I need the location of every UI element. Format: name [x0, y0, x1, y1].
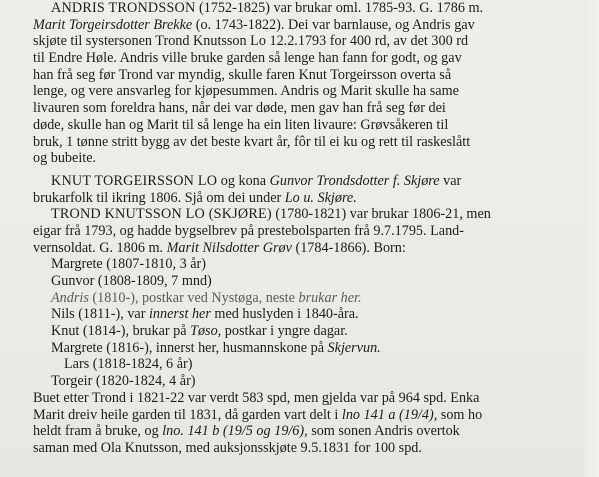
text-line: døde, skulle han og Marit til så lenge ha ein liten livaure: Grøvsåkeren til	[33, 116, 449, 133]
spouse-name: Marit Nilsdotter Grøv	[166, 239, 292, 256]
text-run: og kona	[217, 172, 270, 189]
text-line: han frå seg før Trond var myndig, skulle faren Knut Torgeirsson overta så	[33, 66, 452, 83]
text-run: (1752-1825) var brukar oml. 1785-93. G. 1786 m.	[195, 0, 484, 16]
text-line: saman med Ola Knutsson, med auksjonsskjøte 9.5.1831 for 100 spd.	[33, 439, 422, 456]
text-run: var	[439, 172, 462, 189]
text-run: som ho	[437, 406, 483, 423]
text-line: lenge, og vere ansvarleg for kjøpesummen. Andris og Marit skulle ha same	[33, 83, 459, 100]
text-run: (1780-1821) var brukar 1806-21, men	[271, 206, 491, 223]
child-line: Margrete (1807-1810, 3 år)	[51, 256, 206, 273]
text-line: skjøte til systersonen Trond Knutsson Lo 12.2.1793 for 400 rd, av det 300 rd	[33, 33, 469, 50]
spouse-name: Gunvor Trondsdotter f. Skjøre	[269, 172, 440, 189]
child-line	[33, 340, 578, 357]
text-run: vernsoldat. G. 1806 m.	[33, 239, 167, 256]
cross-reference: Lo u. Skjøre.	[284, 189, 357, 206]
text-run: brukarfolk til ikring 1806. Sjå om dei under	[33, 189, 285, 206]
child-line: Lars (1818-1824, 6 år)	[64, 356, 193, 373]
page-edge	[585, 0, 599, 477]
entry-heading: ANDRIS TRONDSSON	[51, 0, 196, 16]
child-line: Gunvor (1808-1809, 7 mnd)	[51, 273, 212, 289]
text-run: postkar i yngre dagar.	[221, 323, 348, 340]
cross-reference: innerst her	[148, 306, 211, 323]
text-line: bruk, 1 tønne stritt bygg av det beste kvart år, fôr til ei ku og rett til raskeslått	[33, 133, 471, 150]
entry-knut-torgeirsson-lo	[33, 173, 578, 206]
entry-heading: KNUT TORGEIRSSON LO	[51, 172, 218, 189]
text-line	[33, 0, 578, 17]
closing-paragraph	[33, 390, 578, 457]
text-run: (1810-), postkar ved Nystøga, neste	[88, 289, 299, 306]
child-line	[33, 306, 578, 323]
cross-reference: brukar her.	[298, 289, 362, 306]
text-line	[33, 407, 578, 424]
text-run: Nils (1811-), var	[51, 306, 149, 323]
text-line	[33, 173, 578, 190]
spouse-name: Marit Torgeirsdotter Brekke	[33, 16, 193, 33]
text-run: med huslyden i 1840-åra.	[210, 306, 359, 323]
text-line	[33, 206, 578, 223]
text-line: til Endre Høle. Andris ville bruke garden så lenge han fann for godt, og gav	[33, 50, 462, 67]
child-name: Andris	[51, 289, 89, 306]
text-run: Marit dreiv heile garden til 1831, då garden vart delt i	[33, 406, 342, 423]
text-line: og bubeite.	[33, 150, 97, 167]
child-line	[33, 290, 578, 307]
text-line: Buet etter Trond i 1821-22 var verdt 583 spd, men gjelda var på 964 spd. Enka	[33, 389, 480, 406]
text-line	[33, 423, 578, 440]
cross-reference: Tøso,	[190, 323, 222, 340]
entry-heading: TROND KNUTSSON LO (SKJØRE)	[51, 206, 272, 223]
child-line	[33, 323, 578, 340]
cross-reference: lno 141 a (19/4),	[341, 406, 438, 423]
text-line: eigar frå 1793, og hadde bygselbrev på prestebolsparten frå 9.7.1795. Land-	[33, 222, 464, 239]
text-run: (1784-1866). Born:	[291, 239, 406, 256]
text-line: livauren som foreldra hans, når dei var døde, men gav han frå seg før dei	[33, 100, 446, 117]
text-line	[33, 240, 578, 257]
entry-trond-knutsson-lo	[33, 206, 578, 256]
text-run: Margrete (1816-), innerst her, husmannskone på	[51, 339, 328, 356]
text-line	[33, 17, 578, 34]
cross-reference: Skjervun.	[327, 339, 381, 356]
page-text	[33, 0, 578, 457]
cross-reference: lno. 141 b (19/5 og 19/6),	[162, 423, 308, 440]
text-run: Knut (1814-), brukar på	[51, 323, 191, 340]
child-line: Torgeir (1820-1824, 4 år)	[51, 373, 196, 390]
entry-andris-trondsson	[33, 0, 578, 167]
text-run: (o. 1743-1822). Dei var barnlause, og Andris gav	[192, 16, 475, 33]
children-list	[33, 256, 578, 390]
text-run: heldt fram å bruke, og	[33, 423, 163, 440]
text-run: som sonen Andris overtok	[307, 423, 460, 440]
text-line	[33, 190, 578, 207]
